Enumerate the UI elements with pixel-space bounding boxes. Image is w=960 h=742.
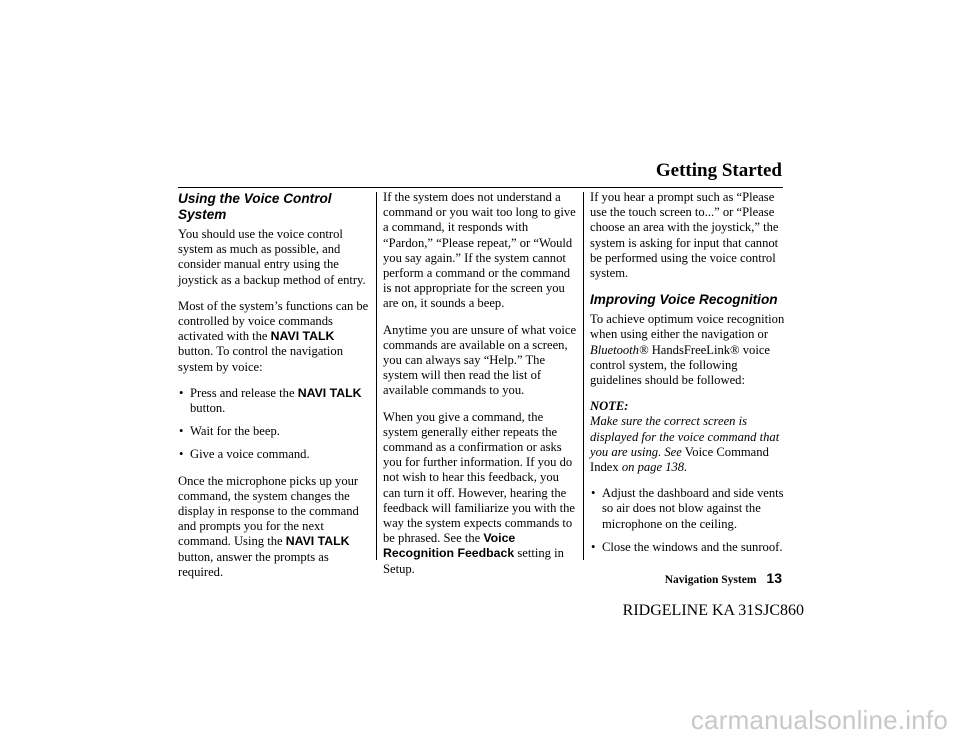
paragraph: Anytime you are unsure of what voice commands are available on a screen, you can always say “Help.” The system will then read the list of available commands to you. [383, 322, 577, 398]
bullet-list [178, 386, 370, 463]
paragraph: If the system does not understand a command or you wait too long to give a command, it responds with “Pardon,” “Please repeat,” or “Would you say again.” If the system cannot perform a command or the command is not appropriate for the screen you are on, it sounds a beep. [383, 190, 576, 311]
section-title: Getting Started [655, 160, 782, 181]
bullet-icon: • [179, 424, 184, 439]
paragraph: Once the microphone picks up your command, the system changes the display in response to the command and prompts you for the next command. Using the NAVI TALK button, answer the prompts as required. [178, 473, 359, 579]
bullet-list [590, 486, 786, 555]
heading-improving-voice-recognition: Improving Voice Recognition [590, 292, 778, 308]
navi-talk-label: NAVI TALK [285, 534, 350, 549]
paragraph: To achieve optimum voice recognition when using either the navigation or Bluetooth® HandsFreeLink® voice control system, the following guidelines should be followed: [590, 312, 785, 388]
note: NOTE: Make sure the correct screen is displayed for the voice command that you are using. See Voice Command Index on page 138. [590, 399, 780, 475]
navi-talk-label: NAVI TALK [297, 385, 362, 400]
paragraph: You should use the voice control system as much as possible, and consider manual entry using the joystick as a backup method of entry. [178, 227, 366, 287]
list-item: • Press and release the NAVI TALK button. [179, 385, 362, 416]
heading-using-voice-control: Using the Voice Control System [178, 191, 332, 222]
paragraph: When you give a command, the system generally either repeats the command as a confirmation or asks you for further information. If you do not wish to hear this feedback, you can turn it off. However, hearing the feedback will familiarize you with the way the system expects commands to be phrased. See the Voice Recognition Feedback setting in Setup. [383, 409, 575, 576]
list-item: • Adjust the dashboard and side vents so air does not blow against the microphone on the ceiling. [591, 486, 784, 531]
column-3 [590, 190, 786, 566]
bullet-icon: • [179, 447, 184, 462]
column-2 [383, 190, 578, 588]
column-divider-1 [376, 192, 377, 560]
footer-page-label: Navigation System 13 [664, 570, 782, 586]
header-rule [178, 187, 783, 188]
paragraph: If you hear a prompt such as “Please use the touch screen to...” or “Please choose an area with the joystick,” the system is asking for input that cannot be performed using the voice control system. [590, 190, 779, 281]
bullet-icon: • [591, 486, 596, 501]
voice-command-index-ref: Voice Command Index [590, 444, 769, 475]
list-item: • Wait for the beep. [179, 424, 280, 439]
bullet-icon: • [591, 539, 596, 554]
bullet-icon: • [179, 385, 184, 400]
list-item: • Close the windows and the sunroof. [591, 539, 783, 554]
voice-recognition-feedback-label: Voice Recognition Feedback [383, 531, 516, 561]
watermark: carmanualsonline.info [690, 705, 948, 735]
note-heading: NOTE: [590, 399, 629, 414]
list-item: • Give a voice command. [179, 447, 310, 462]
paragraph: Most of the system’s functions can be controlled by voice commands activated with the NAVI TALK button. To control the navigation system by voice: [178, 298, 369, 374]
column-divider-2 [583, 192, 584, 560]
document-code: RIDGELINE KA 31SJC860 [622, 602, 804, 619]
navi-talk-label: NAVI TALK [270, 329, 335, 344]
column-1 [178, 190, 370, 591]
page-number: 13 [766, 570, 782, 586]
